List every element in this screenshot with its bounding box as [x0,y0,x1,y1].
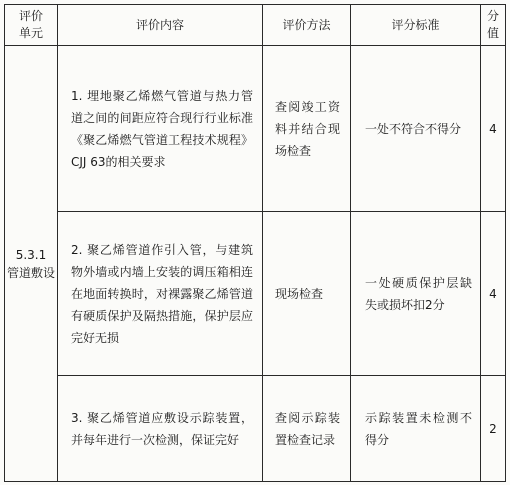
standard-cell [351,376,481,482]
method-cell [263,46,351,212]
score-cell: 2 [481,376,506,482]
content-cell [58,46,263,212]
content-cell [58,376,263,482]
unit-number: 5.3.1 [15,247,47,262]
header-method: 评价方法 [263,5,351,46]
unit-cell [5,46,58,482]
header-row [5,5,506,46]
header-unit [5,5,58,46]
header-content: 评价内容 [58,5,263,46]
method-text: 查阅示踪装置检查记录 [275,410,340,447]
content-text: 3. 聚乙烯管道应敷设示踪装置，并每年进行一次检测，保证完好 [71,410,253,447]
score-cell: 4 [481,212,506,376]
content-cell [58,212,263,376]
header-score-line-1: 分 [486,9,499,23]
score-cell: 4 [481,46,506,212]
standard-text: 一处硬质保护层缺失或损坏扣2分 [365,275,472,312]
standard-text: 示踪装置未检测不得分 [365,410,472,447]
standard-cell [351,46,481,212]
table-row [5,376,506,482]
standard-text: 一处不符合不得分 [365,121,462,136]
header-unit-line-1: 评价 [18,9,43,23]
evaluation-table [4,4,506,482]
method-text: 现场检查 [275,286,324,301]
content-text: 1. 埋地聚乙烯燃气管道与热力管道之间的间距应符合现行行业标准《聚乙烯燃气管道工程技术规程》CJJ 63的相关要求 [71,88,253,169]
header-unit-line-2: 单元 [18,26,43,40]
unit-title: 管道敷设 [6,265,55,280]
method-cell [263,376,351,482]
header-standard: 评分标准 [351,5,481,46]
table-row [5,46,506,212]
method-text: 查阅竣工资料并结合现场检查 [275,99,340,158]
header-score-line-2: 值 [486,26,499,40]
table-row [5,212,506,376]
method-cell [263,212,351,376]
header-score [481,5,506,46]
content-text: 2. 聚乙烯管道作引入管，与建筑物外墙或内墙上安装的调压箱相连在地面转换时，对裸露聚乙烯管道有硬质保护及隔热措施，保护层应完好无损 [71,242,253,345]
standard-cell [351,212,481,376]
